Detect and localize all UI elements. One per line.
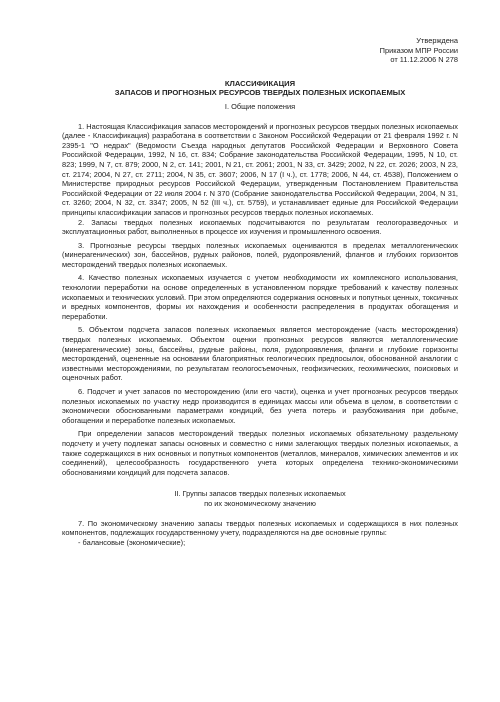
section-2-heading-line-1: II. Группы запасов твердых полезных ископаемых (174, 489, 346, 499)
paragraph-6: 6. Подсчет и учет запасов по месторождению (или его части), оценка и учет прогнозных ресурсов твердых полезных ископаемых по участку недр производится в единицах массы или объема в целом, в соответствии с экономически обоснованными параметрами кондиций, без учета потерь и разубоживания при добыче, обогащении и переработке полезных ископаемых. (62, 387, 458, 425)
paragraph-3: 3. Прогнозные ресурсы твердых полезных ископаемых оцениваются в пределах металлогенических (минерагенических) зон, бассейнов, рудных районов, полей, рудопроявлений, флангов и глубоких горизонтов месторождений твердых полезных ископаемых. (62, 240, 458, 269)
document-title (62, 79, 458, 98)
paragraph-5: 5. Объектом подсчета запасов полезных ископаемых является месторождение (часть месторождения) твердых полезных ископаемых. Объектом оценки прогнозных ресурсов являются металлогенические (минерагенические) зоны, бассейны, рудные районы, поля, рудопроявления, фланги и глубокие горизонты месторождений, оцененные на основании благоприятных геологических предпосылок, обоснованной аналогии с известными месторождениями, по результатам геологосъемочных, геофизических, геохимических, поисковых и оценочных работ. (62, 325, 458, 383)
title-line-2: ЗАПАСОВ И ПРОГНОЗНЫХ РЕСУРСОВ ТВЕРДЫХ ПОЛЕЗНЫХ ИСКОПАЕМЫХ (114, 88, 406, 98)
title-line-1: КЛАССИФИКАЦИЯ (224, 78, 296, 88)
list-item-balance: - балансовые (экономические); (78, 537, 186, 547)
paragraph-7: 7. По экономическому значению запасы твердых полезных ископаемых и содержащихся в них полезных компонентов, подлежащих государственному учету, подразделяются на две основные группы: (62, 518, 458, 538)
section-1-heading: I. Общие положения (224, 101, 296, 111)
approval-stamp (62, 36, 458, 65)
approval-line-3: от 11.12.2006 N 278 (390, 55, 458, 65)
paragraph-2: 2. Запасы твердых полезных ископаемых подсчитываются по результатам геологоразведочных и эксплуатационных работ, выполненных в процессе их изучения и промышленного освоения. (62, 217, 458, 237)
section-2-heading-line-2: по их экономическому значению (204, 498, 316, 508)
approval-line-1: Утверждена (416, 36, 458, 45)
section-2-heading (62, 489, 458, 508)
paragraph-6-continued: При определении запасов месторождений твердых полезных ископаемых обязательному раздельному подсчету и учету подлежат запасы основных и совместно с ними залегающих твердых полезных ископаемых, а также содержащихся в них основных и попутных компонентов (металлов, минералов, химических элементов и их соединений), целесообразность государственного учета которых определена технико-экономическими обоснованиями кондиций для подсчета запасов. (62, 429, 458, 477)
approval-line-2: Приказом МПР России (379, 45, 458, 55)
document-page (62, 36, 458, 547)
paragraph-4: 4. Качество полезных ископаемых изучается с учетом необходимости их комплексного использования, технологии переработки на основе определенных в установленном порядке требований к качеству полезных ископаемых и технических условий. При этом определяются содержания основных и попутных ценных, токсичных и вредных компонентов, формы их нахождения и особенности распределения в продуктах обогащения и переработки. (62, 273, 458, 321)
paragraph-1: 1. Настоящая Классификация запасов месторождений и прогнозных ресурсов твердых полезных ископаемых (далее - Классификация) разработана в соответствии с Законом Российской Федерации от 21 февраля 1992 г. N 2395-1 "О недрах" (Ведомости Съезда народных депутатов Российской Федерации и Верховного Совета Российской Федерации, 1992, N 16, ст. 834; Собрание законодательства Российской Федерации, 1995, N 10, ст. 823; 1999, N 7, ст. 879; 2000, N 2, ст. 141; 2001, N 21, ст. 2061; 2001, N 33, ст. 3429; 2002, N 22, ст. 2026; 2003, N 23, ст. 2174; 2004, N 27, ст. 2711; 2004, N 35, ст. 3607; 2006, N 17 (I ч.), ст. 1778; 2006, N 44, ст. 4538), Положением о Министерстве природных ресурсов Российской Федерации, утвержденным Постановлением Правительства Российской Федерации от 22 июля 2004 г. N 370 (Собрание законодательства Российской Федерации, 2004, N 31, ст. 3260; 2004, N 32, ст. 3347; 2005, N 52 (III ч.), ст. 5759), и устанавливает единые для Российской Федерации принципы классификации запасов и прогнозных ресурсов твердых полезных ископаемых. (62, 121, 458, 217)
